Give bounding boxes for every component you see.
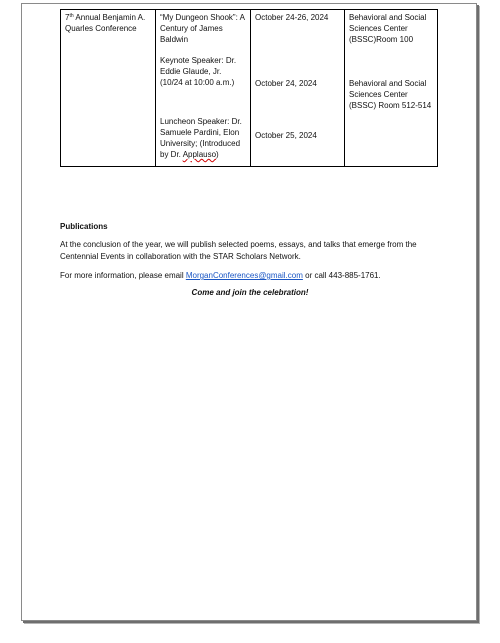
event-description-cell (156, 10, 251, 167)
contact-prefix: For more information, please email (60, 271, 186, 280)
spellcheck-flagged-word: Applauso (182, 150, 217, 159)
event-description: Keynote Speaker: Dr. Eddie Glaude, Jr. (10/24 at 10:00 a.m.) (160, 56, 237, 87)
email-link[interactable]: MorganConferences@gmail.com (185, 271, 303, 280)
event-description: Luncheon Speaker: Dr. Samuele Pardini, Elon University; (Introduced by Dr. Applauso) (160, 117, 242, 159)
event-location: Behavioral and Social Sciences Center (BSSC)Room 100 (349, 13, 427, 44)
event-description: “My Dungeon Shook”: A Century of James Baldwin (160, 13, 245, 44)
contact-paragraph (60, 270, 450, 282)
conference-name: Annual Benjamin A. Quarles Conference (65, 13, 146, 33)
event-date: October 25, 2024 (255, 131, 317, 140)
contact-suffix: or call 443-885-1761. (302, 271, 381, 280)
event-date: October 24, 2024 (255, 79, 317, 88)
event-location: Behavioral and Social Sciences Center (BSSC) Room 512-514 (349, 79, 432, 110)
conference-table (60, 9, 438, 167)
closing-line: Come and join the celebration! (191, 288, 309, 297)
conference-name-cell (61, 10, 156, 167)
conference-ordinal: 7 (65, 13, 70, 22)
event-date: October 24-26, 2024 (255, 13, 329, 22)
publications-heading: Publications (60, 222, 108, 231)
ordinal-suffix: th (69, 13, 74, 19)
document-page (21, 3, 477, 621)
event-location-cell (345, 10, 438, 167)
publications-paragraph: At the conclusion of the year, we will publish selected poems, essays, and talks that emerge from the Centennial Events in collaboration with the STAR Scholars Network. (60, 240, 417, 261)
table-row (61, 10, 438, 167)
event-date-cell (251, 10, 345, 167)
